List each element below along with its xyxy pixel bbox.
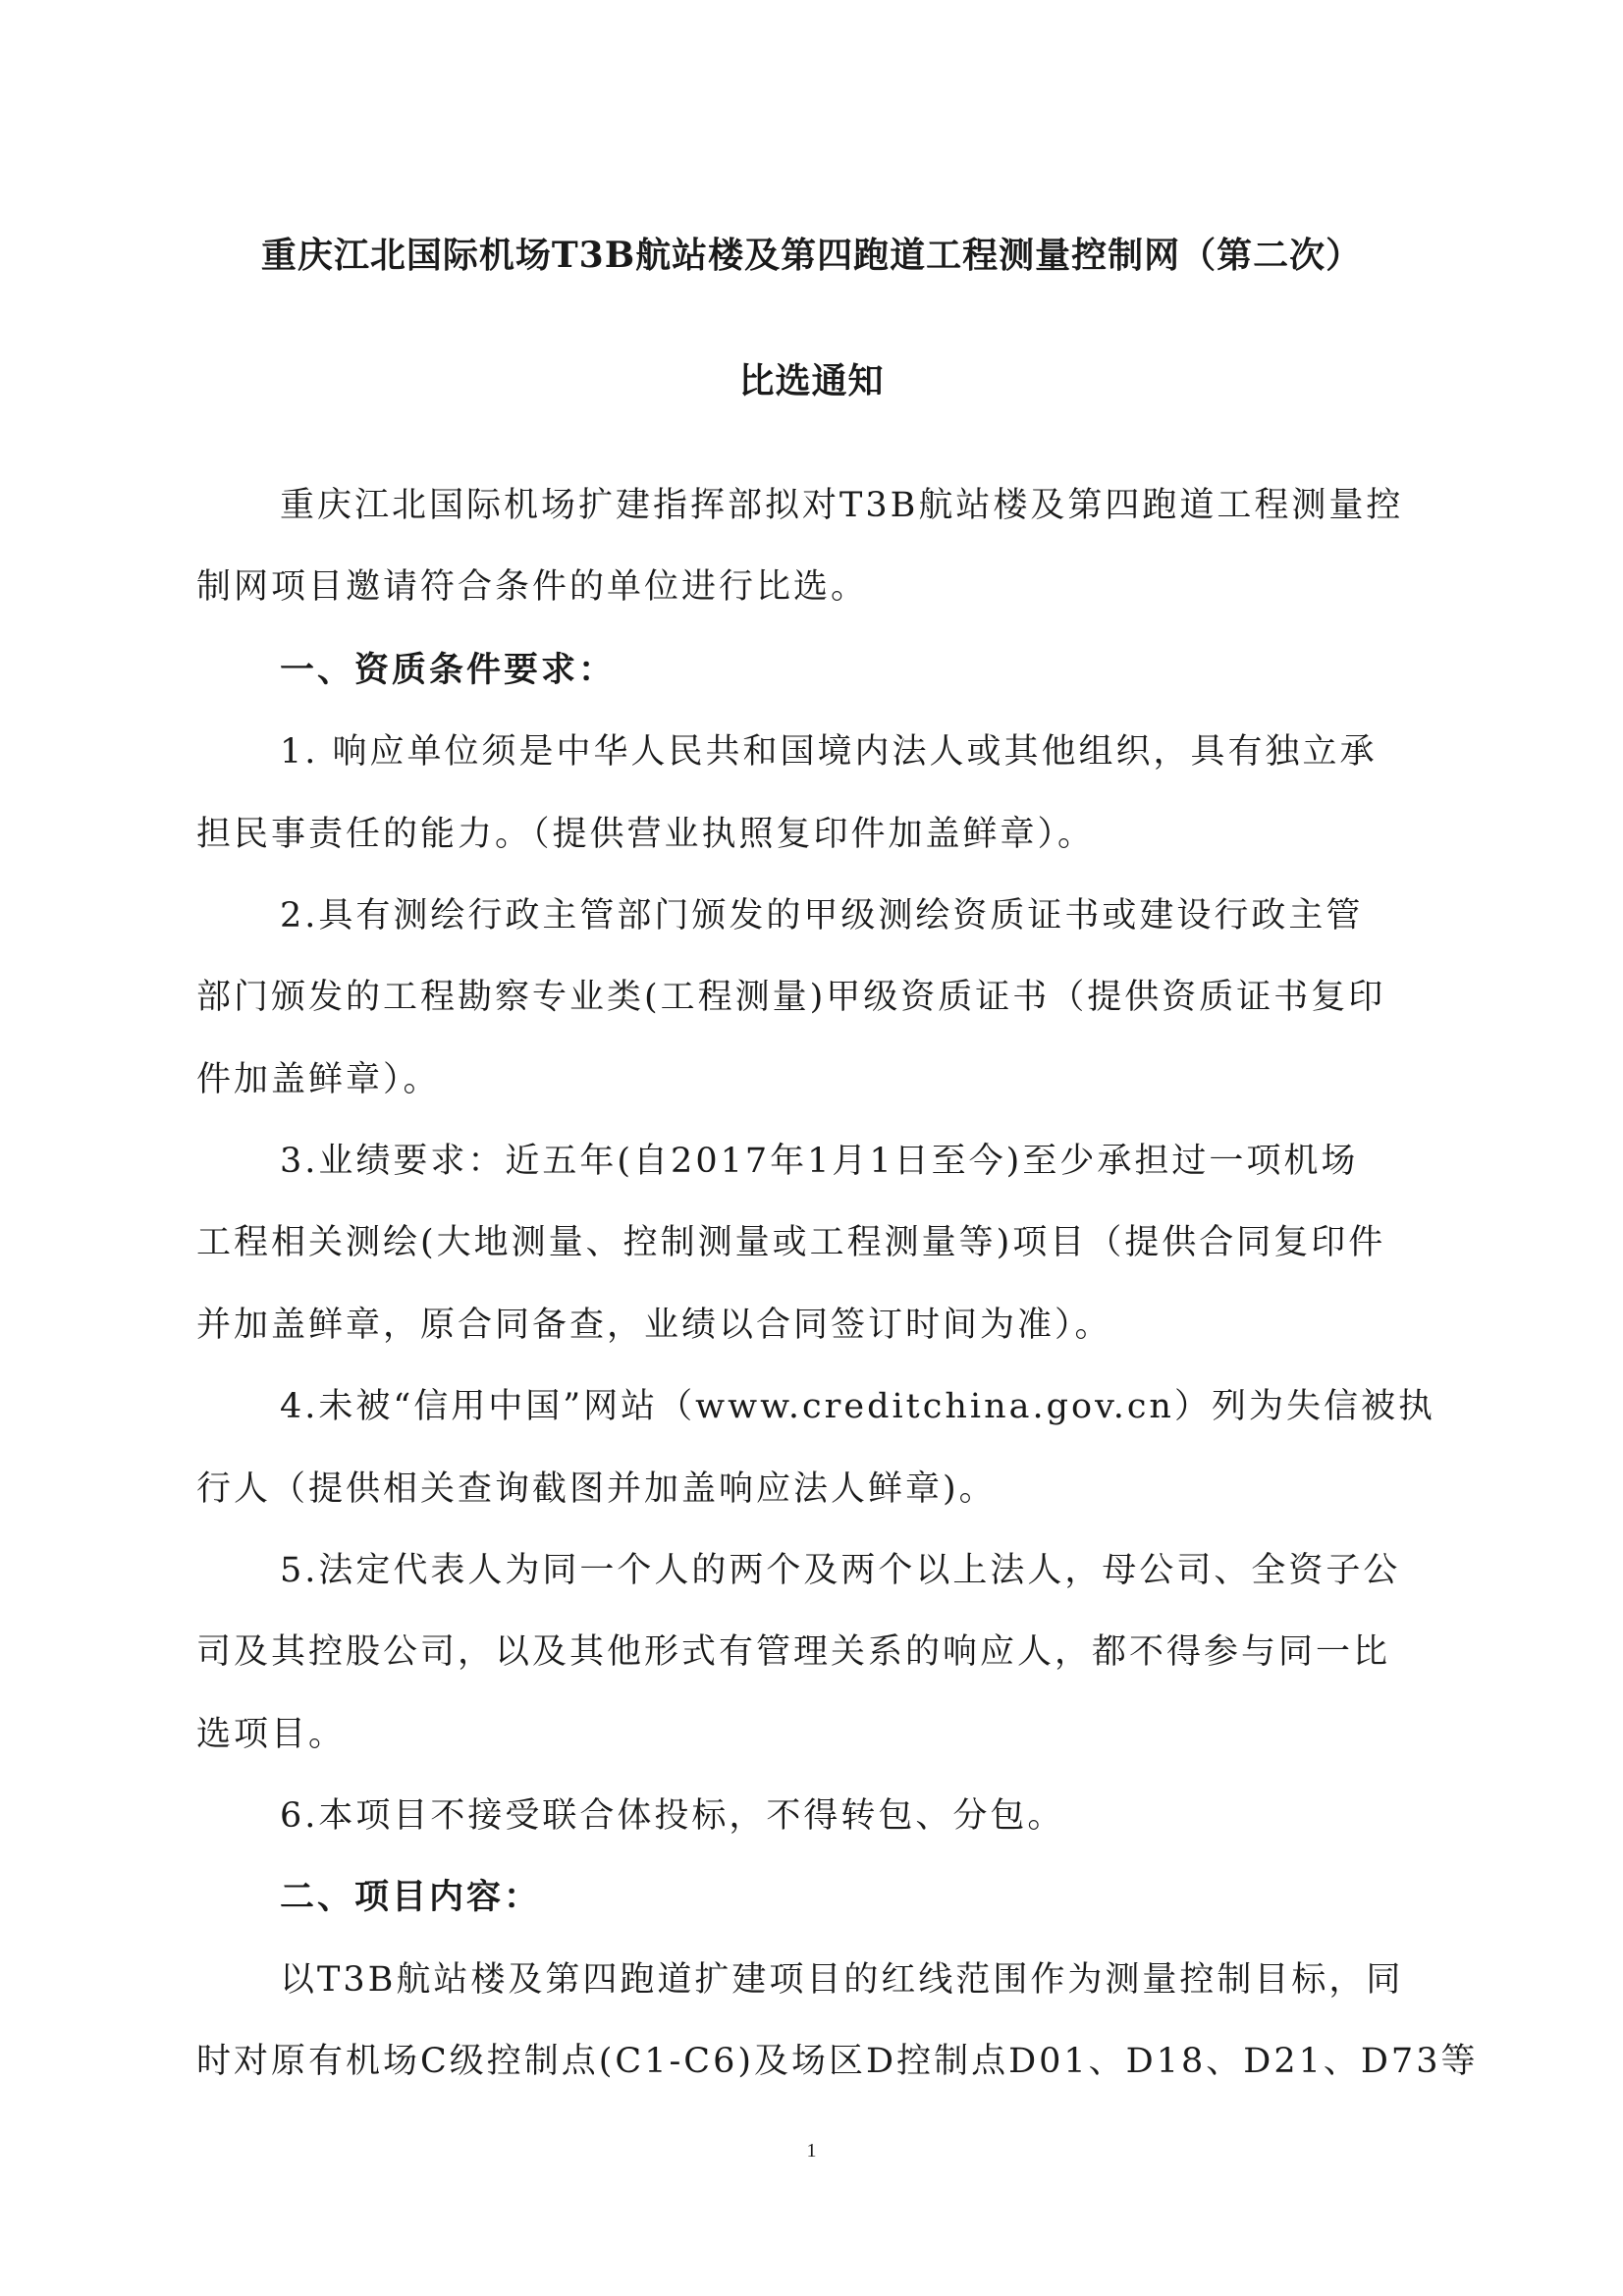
paragraph-line: 2.具有测绘行政主管部门颁发的甲级测绘资质证书或建设行政主管: [280, 896, 1364, 935]
document-subtitle: 比选通知: [738, 360, 885, 401]
paragraph-line: 时对原有机场C级控制点(C1-C6)及场区D控制点D01、D18、D21、D73等: [196, 2042, 1479, 2081]
paragraph-line: 担民事责任的能力。（提供营业执照复印件加盖鲜章）。: [196, 815, 1096, 854]
paragraph-line: 并加盖鲜章，原合同备查，业绩以合同签订时间为准）。: [196, 1306, 1112, 1345]
paragraph-line: 5.法定代表人为同一个人的两个及两个以上法人，母公司、全资子公: [280, 1551, 1401, 1590]
paragraph-line: 件加盖鲜章）。: [196, 1060, 441, 1099]
page-number: 1: [806, 2140, 817, 2162]
paragraph-line: 3.业绩要求：近五年(自2017年1月1日至今)至少承担过一项机场: [280, 1142, 1359, 1181]
section-heading-qualification: 一、资质条件要求：: [280, 650, 617, 690]
document-title: 重庆江北国际机场T3B航站楼及第四跑道工程测量控制网（第二次）: [260, 235, 1363, 276]
paragraph-line: 选项目。: [196, 1715, 347, 1754]
paragraph-line: 部门颁发的工程勘察专业类(工程测量)甲级资质证书（提供资质证书复印: [196, 978, 1386, 1017]
paragraph-line: 司及其控股公司，以及其他形式有管理关系的响应人，都不得参与同一比: [196, 1632, 1391, 1672]
paragraph-line: 工程相关测绘(大地测量、控制测量或工程测量等)项目（提供合同复印件: [196, 1223, 1386, 1262]
paragraph-line: 重庆江北国际机场扩建指挥部拟对T3B航站楼及第四跑道工程测量控: [280, 486, 1404, 525]
paragraph-line: 以T3B航站楼及第四跑道扩建项目的红线范围作为测量控制目标，同: [280, 1960, 1404, 2000]
section-heading-content: 二、项目内容：: [280, 1877, 542, 1917]
paragraph-line: 1. 响应单位须是中华人民共和国境内法人或其他组织，具有独立承: [280, 732, 1378, 772]
paragraph-line: 6.本项目不接受联合体投标，不得转包、分包。: [280, 1796, 1065, 1836]
paragraph-line: 制网项目邀请符合条件的单位进行比选。: [196, 567, 869, 607]
paragraph-line: 行人（提供相关查询截图并加盖响应法人鲜章)。: [196, 1469, 997, 1509]
paragraph-line: 4.未被“信用中国”网站（www.creditchina.gov.cn）列为失信被执: [280, 1387, 1435, 1426]
